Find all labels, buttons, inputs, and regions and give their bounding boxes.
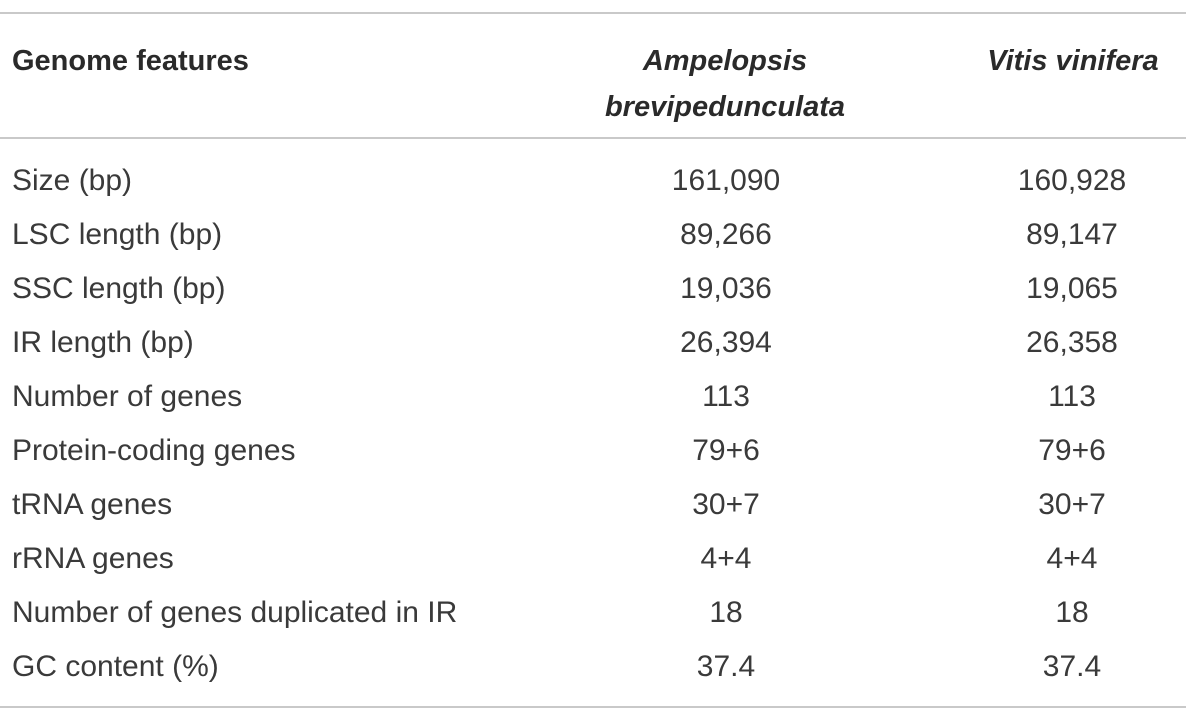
vitis-value: 26,358: [1026, 326, 1118, 359]
header-ampelopsis-brevipedunculata: Ampelopsis brevipedunculata: [604, 45, 846, 123]
row-label: Number of genes: [12, 380, 243, 413]
row-label: SSC length (bp): [12, 272, 226, 305]
table-row: [0, 208, 1186, 262]
row-label: rRNA genes: [12, 542, 174, 575]
ampelopsis-value: 18: [709, 596, 743, 629]
table-body: [0, 154, 1186, 694]
table-row: [0, 532, 1186, 586]
ampelopsis-value: 37.4: [696, 650, 756, 683]
ampelopsis-value: 79+6: [692, 434, 760, 467]
header-genome-features: Genome features: [12, 45, 249, 77]
table-header-rule: [0, 137, 1186, 139]
vitis-value: 160,928: [1017, 164, 1127, 197]
ampelopsis-value: 26,394: [680, 326, 772, 359]
table-bottom-rule: [0, 706, 1186, 708]
vitis-value: 30+7: [1038, 488, 1106, 521]
row-label: tRNA genes: [12, 488, 173, 521]
ampelopsis-value: 30+7: [692, 488, 760, 521]
table-header-row: [0, 14, 1186, 137]
row-label: IR length (bp): [12, 326, 194, 359]
vitis-value: 18: [1055, 596, 1089, 629]
row-label: Size (bp): [12, 164, 133, 197]
row-label: Protein-coding genes: [12, 434, 296, 467]
table-row: [0, 370, 1186, 424]
ampelopsis-value: 113: [702, 380, 750, 413]
table-row: [0, 154, 1186, 208]
vitis-value: 37.4: [1042, 650, 1102, 683]
row-label: Number of genes duplicated in IR: [12, 596, 458, 629]
vitis-value: 89,147: [1026, 218, 1118, 251]
table-row: [0, 262, 1186, 316]
table-row: [0, 586, 1186, 640]
table-row: [0, 316, 1186, 370]
table-row: [0, 424, 1186, 478]
table-row: [0, 640, 1186, 694]
header-vitis-vinifera: Vitis vinifera: [987, 45, 1159, 77]
vitis-value: 19,065: [1026, 272, 1118, 305]
vitis-value: 79+6: [1038, 434, 1106, 467]
vitis-value: 113: [1048, 380, 1096, 413]
table-row: [0, 478, 1186, 532]
vitis-value: 4+4: [1046, 542, 1098, 575]
ampelopsis-value: 4+4: [700, 542, 752, 575]
ampelopsis-value: 19,036: [680, 272, 772, 305]
ampelopsis-value: 161,090: [671, 164, 781, 197]
row-label: LSC length (bp): [12, 218, 223, 251]
row-label: GC content (%): [12, 650, 219, 683]
ampelopsis-value: 89,266: [680, 218, 772, 251]
